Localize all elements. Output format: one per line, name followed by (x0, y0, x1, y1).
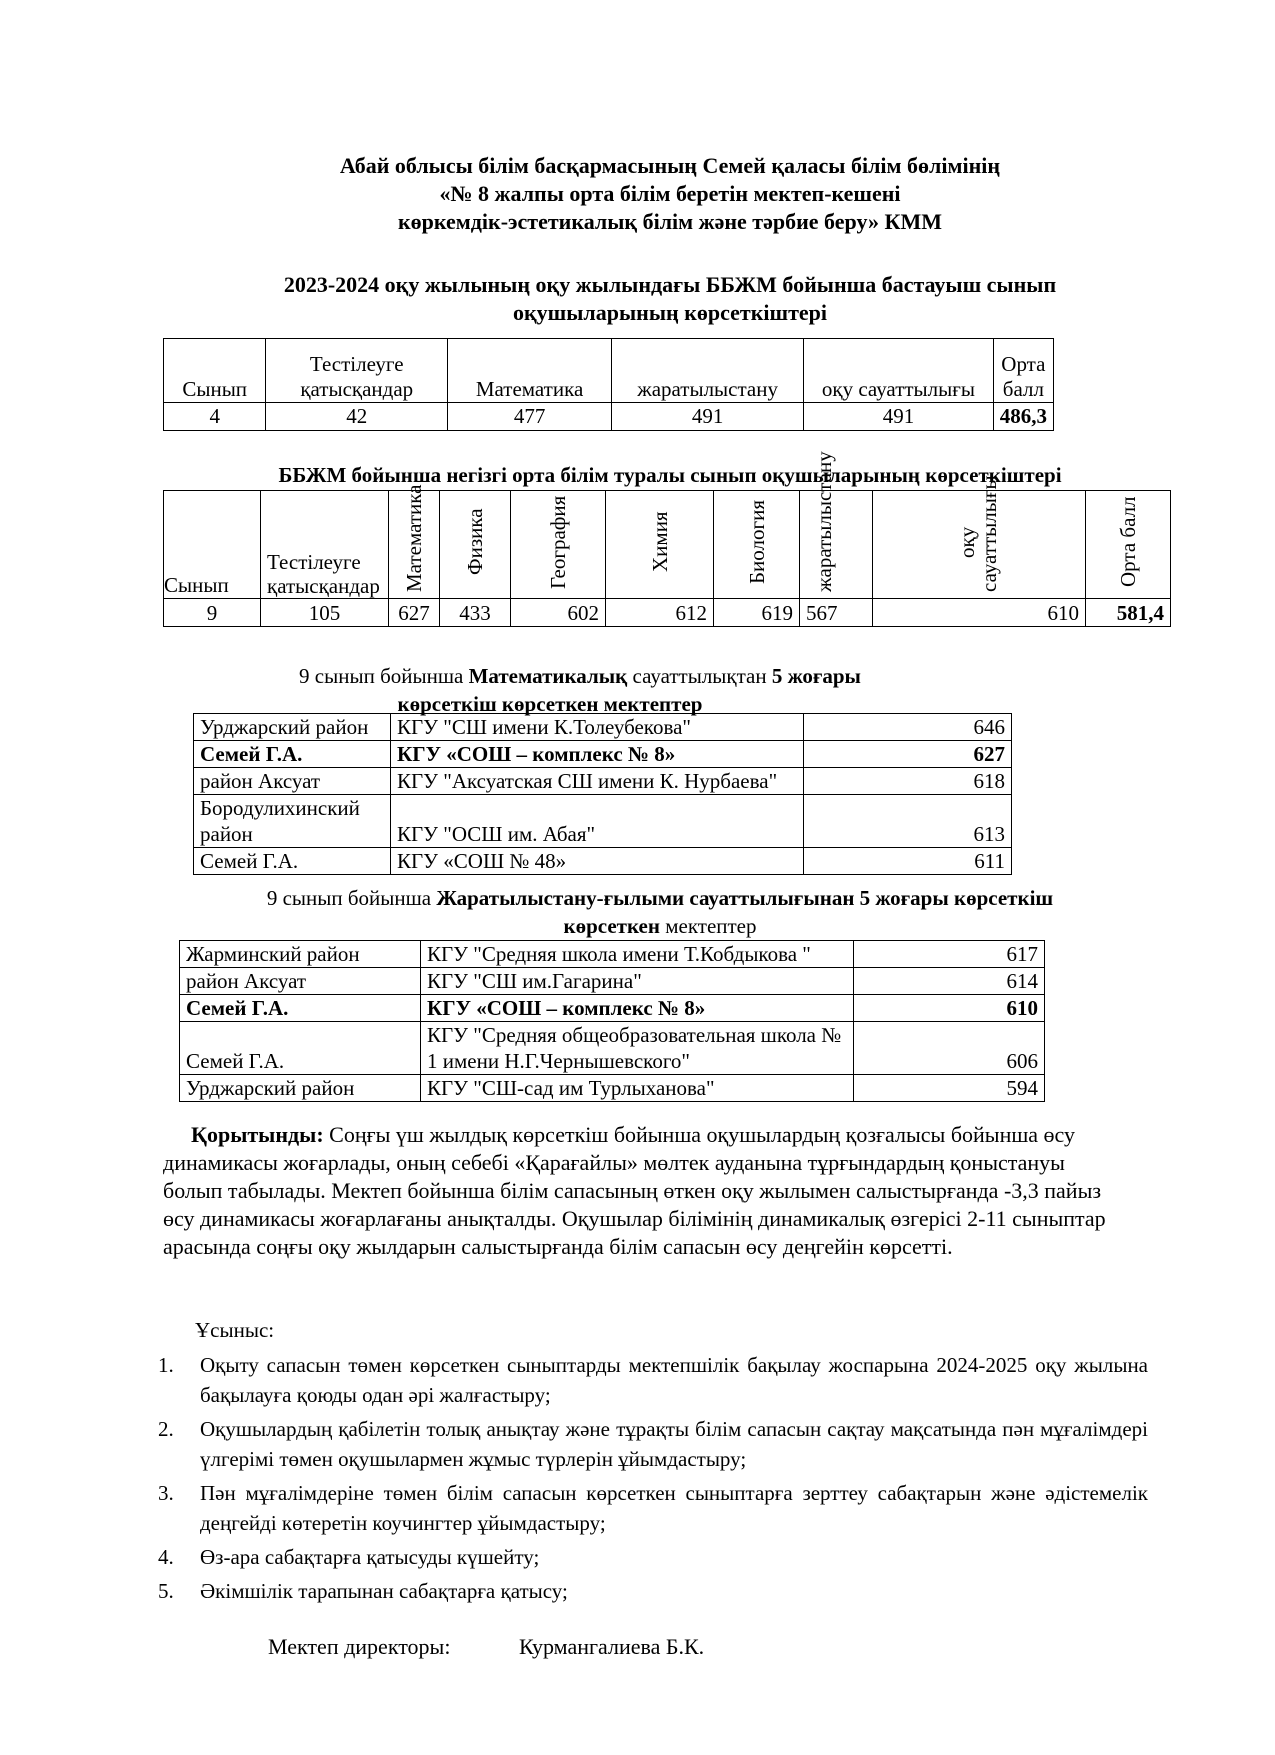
item-number: 5. (158, 1579, 174, 1603)
district-cell: Урджарский район (194, 714, 391, 741)
cell: 610 (873, 599, 1086, 627)
header-cell: оқу сауаттылығы (955, 475, 1001, 592)
school-cell: КГУ «СОШ № 48» (391, 848, 804, 875)
school-cell: КГУ «СОШ – комплекс № 8» (421, 995, 854, 1022)
score-cell: 594 (854, 1075, 1045, 1102)
score-cell: 627 (804, 741, 1012, 768)
science-top-title (160, 884, 1160, 940)
suggestion-item (158, 1478, 1148, 1538)
table-row (194, 768, 1012, 795)
text: көрсеткен (563, 914, 660, 938)
conclusion-text: Соңғы үш жылдық көрсеткіш бойынша оқушылардың қозғалысы бойынша өсу динамикасы жоғарлады, оның себебі «Қарағайлы» мөлтек ауданына тұрғындардың қоныстануы болып табылады. Мектеп бойынша білім сапасының өткен оқу жылымен салыстырғанда -3,3 пайыз өсу динамикасы жоғарлағаны анықталды. Оқушылар білімінің динамикалық өзгерісі 2-11 сыныптар арасында соңғы оқу жылдарын салыстырғанда білім сапасын өсу деңгейін көрсетті. (163, 1122, 1106, 1259)
item-text: Өз-ара сабақтарға қатысуды күшейту; (200, 1545, 540, 1569)
district-cell: Бородулихинский район (194, 795, 391, 848)
item-number: 1. (158, 1353, 174, 1377)
cell: 491 (612, 403, 804, 431)
table-row (194, 714, 1012, 741)
average-cell: 581,4 (1086, 599, 1171, 627)
header-cell: Математика (448, 339, 612, 403)
score-cell: 646 (804, 714, 1012, 741)
table-row (180, 968, 1045, 995)
table-row (164, 403, 1054, 431)
cell: 619 (714, 599, 800, 627)
title-line-2: оқушыларының көрсеткіштері (512, 300, 827, 325)
cell: 477 (448, 403, 612, 431)
item-text: Пән мұғалімдеріне төмен білім сапасын көрсеткен сыныптарға зерттеу сабақтарын және әдістемелік деңгейді көтеретін коучингтер ұйымдастыру; (200, 1481, 1148, 1535)
math-top-title (160, 662, 1000, 718)
cell: 9 (164, 599, 261, 627)
cell: 42 (266, 403, 448, 431)
cell: 105 (261, 599, 389, 627)
header-cell: Химия (647, 511, 672, 573)
school-cell: КГУ «СОШ – комплекс № 8» (391, 741, 804, 768)
item-text: Оқушылардың қабілетін толық анықтау және тұрақты білім сапасын сақтау мақсатында пән мұғалімдері үлгерімі төмен оқушылармен жұмыс түрлерін ұйымдастыру; (200, 1417, 1148, 1471)
district-cell: Семей Г.А. (180, 1022, 421, 1075)
signature-role: Мектеп директоры: (268, 1634, 451, 1659)
cell: 627 (389, 599, 440, 627)
header-cell: Орта балл (1116, 496, 1140, 588)
math-top-table (193, 713, 1012, 875)
score-cell: 610 (854, 995, 1045, 1022)
school-cell: КГУ "Средняя общеобразовательная школа № 1 имени Н.Г.Чернышевского" (421, 1022, 854, 1075)
cell: 4 (164, 403, 266, 431)
district-cell: Урджарский район (180, 1075, 421, 1102)
header-cell: Физика (463, 508, 487, 576)
math-title-line-2: көрсеткіш көрсеткен мектептер (397, 692, 703, 716)
text: сауаттылықтан (627, 664, 772, 688)
text: Математикалық (468, 664, 628, 688)
header-line-3: көркемдік-эстетикалық білім және тәрбие беру» КММ (398, 209, 942, 234)
header-cell: Тестілеуге қатысқандар (266, 339, 448, 403)
district-cell: Семей Г.А. (194, 848, 391, 875)
table-row (194, 795, 1012, 848)
conclusion-label: Қорытынды: (191, 1122, 324, 1147)
school-cell: КГУ "Аксуатская СШ имени К. Нурбаева" (391, 768, 804, 795)
suggestion-item (158, 1350, 1148, 1410)
item-number: 2. (158, 1417, 174, 1441)
table-row (180, 941, 1045, 968)
text: 9 сынып бойынша (266, 886, 437, 910)
cell: 433 (440, 599, 511, 627)
header-cell: География (546, 495, 570, 589)
table-row (180, 1075, 1045, 1102)
district-cell: Семей Г.А. (194, 741, 391, 768)
suggestion-list (158, 1350, 1148, 1610)
item-number: 3. (158, 1481, 174, 1505)
suggestion-label: Ұсыныс: (195, 1318, 275, 1342)
header-cell: Математика (402, 484, 426, 592)
header-cell: жаратылыстану (612, 339, 804, 403)
school-cell: КГУ "СШ-сад им Турлыханова" (421, 1075, 854, 1102)
cell: 602 (511, 599, 606, 627)
text: 9 сынып бойынша (299, 664, 469, 688)
text: 5 жоғары (771, 664, 861, 688)
item-text: Оқыту сапасын төмен көрсеткен сыныптарды мектепшілік бақылау жоспарына 2024-2025 оқу жылына бақылауға қоюды одан әрі жалғастыру; (200, 1353, 1148, 1407)
text: Жаратылыстану-ғылыми сауаттылығынан 5 жоғары көрсеткіш (436, 886, 1054, 910)
header-cell: жаратылыстану (812, 451, 836, 592)
header-cell: Сынып (164, 491, 261, 599)
table-row (180, 1022, 1045, 1075)
cell: 567 (800, 599, 873, 627)
score-cell: 613 (804, 795, 1012, 848)
suggestion-item (158, 1576, 1148, 1606)
table-row (194, 848, 1012, 875)
table-row (164, 599, 1171, 627)
score-cell: 611 (804, 848, 1012, 875)
header-cell: Орта балл (993, 339, 1053, 403)
school-cell: КГУ "Средняя школа имени Т.Кобдыкова " (421, 941, 854, 968)
header-line-2: «№ 8 жалпы орта білім беретін мектеп-кешені (439, 181, 901, 206)
school-cell: КГУ "ОСШ им. Абая" (391, 795, 804, 848)
table-row (180, 995, 1045, 1022)
item-text: Әкімшілік тарапынан сабақтарға қатысу; (200, 1579, 568, 1603)
suggestion-item (158, 1414, 1148, 1474)
text: мектептер (659, 914, 757, 938)
school-cell: КГУ "СШ им.Гагарина" (421, 968, 854, 995)
science-title-line-1 (160, 884, 1160, 912)
signature-name: Курмангалиева Б.К. (519, 1634, 705, 1659)
suggestion-item (158, 1542, 1148, 1572)
average-cell: 486,3 (993, 403, 1053, 431)
table-header-row (164, 339, 1054, 403)
table-row (194, 741, 1012, 768)
title-line-1: 2023-2024 оқу жылының оқу жылындағы ББЖМ бойынша бастауыш сынып (283, 272, 1057, 297)
basic-results-title: ББЖМ бойынша негізгі орта білім туралы сынып оқушыларының көрсеткіштері (278, 463, 1062, 487)
primary-results-table (163, 338, 1054, 431)
document-header (140, 152, 1200, 236)
header-cell: Биология (744, 500, 769, 585)
header-cell: Сынып (164, 339, 266, 403)
score-cell: 618 (804, 768, 1012, 795)
header-cell: оқу сауаттылығы (804, 339, 994, 403)
cell: 612 (606, 599, 714, 627)
score-cell: 614 (854, 968, 1045, 995)
score-cell: 606 (854, 1022, 1045, 1075)
district-cell: Семей Г.А. (180, 995, 421, 1022)
district-cell: район Аксуат (180, 968, 421, 995)
table-header-row (164, 491, 1171, 599)
header-line-1: Абай облысы білім басқармасының Семей қаласы білім бөлімінің (339, 153, 1001, 178)
score-cell: 617 (854, 941, 1045, 968)
primary-results-title (140, 271, 1200, 327)
math-title-line-1 (160, 662, 1000, 690)
school-cell: КГУ "СШ имени К.Толеубекова" (391, 714, 804, 741)
header-cell: Тестілеуге қатысқандар (261, 491, 389, 599)
science-title-line-2 (160, 912, 1160, 940)
conclusion-paragraph (163, 1121, 1123, 1261)
item-number: 4. (158, 1545, 174, 1569)
science-top-table (179, 940, 1045, 1102)
district-cell: район Аксуат (194, 768, 391, 795)
district-cell: Жарминский район (180, 941, 421, 968)
cell: 491 (804, 403, 994, 431)
